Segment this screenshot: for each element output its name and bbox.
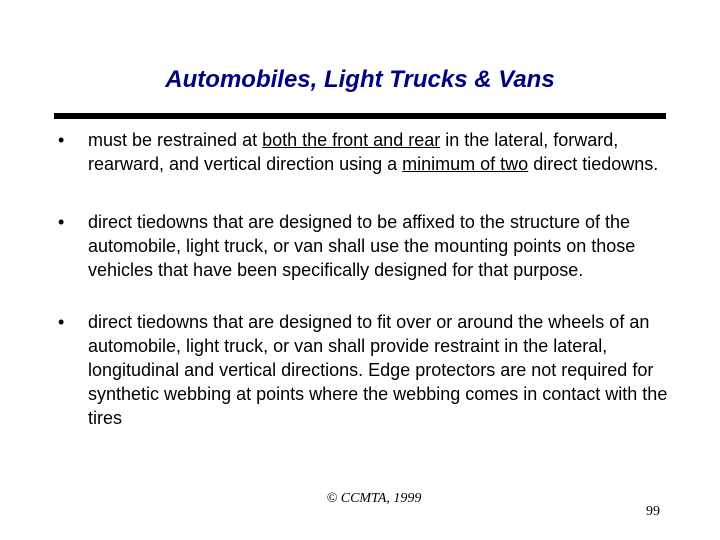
bullet-text-segment: must be restrained at	[88, 130, 263, 150]
bullet-icon: •	[58, 212, 65, 232]
bullet-text: direct tiedowns that are designed to fit over or around the wheels of an automobile, light truck, or van shall provide restraint in the lateral, longitudinal and vertical directions. Edge protectors are not required for synthetic webbing at points where the webbing comes in contact with the tires	[88, 312, 668, 428]
bullet-text: direct tiedowns that are designed to be affixed to the structure of the automobile, light truck, or van shall use the mounting points on those vehicles that have been specifically designed for that purpose.	[88, 212, 636, 280]
copyright-footer: © CCMTA, 1999	[326, 491, 422, 506]
bullet-text-segment: in the lateral, forward, rearward, and vertical direction using a	[88, 130, 619, 174]
bullet-text-segment: direct tiedowns.	[528, 154, 659, 174]
underlined-phrase: both the front and rear	[262, 130, 441, 150]
slide-title: Automobiles, Light Trucks & Vans	[165, 66, 555, 93]
bullet-icon: •	[58, 130, 65, 150]
underlined-phrase: minimum of two	[402, 154, 529, 174]
title-divider	[54, 113, 666, 119]
bullet-icon: •	[58, 312, 65, 332]
page-number: 99	[646, 504, 660, 519]
bullet-text	[88, 128, 668, 176]
